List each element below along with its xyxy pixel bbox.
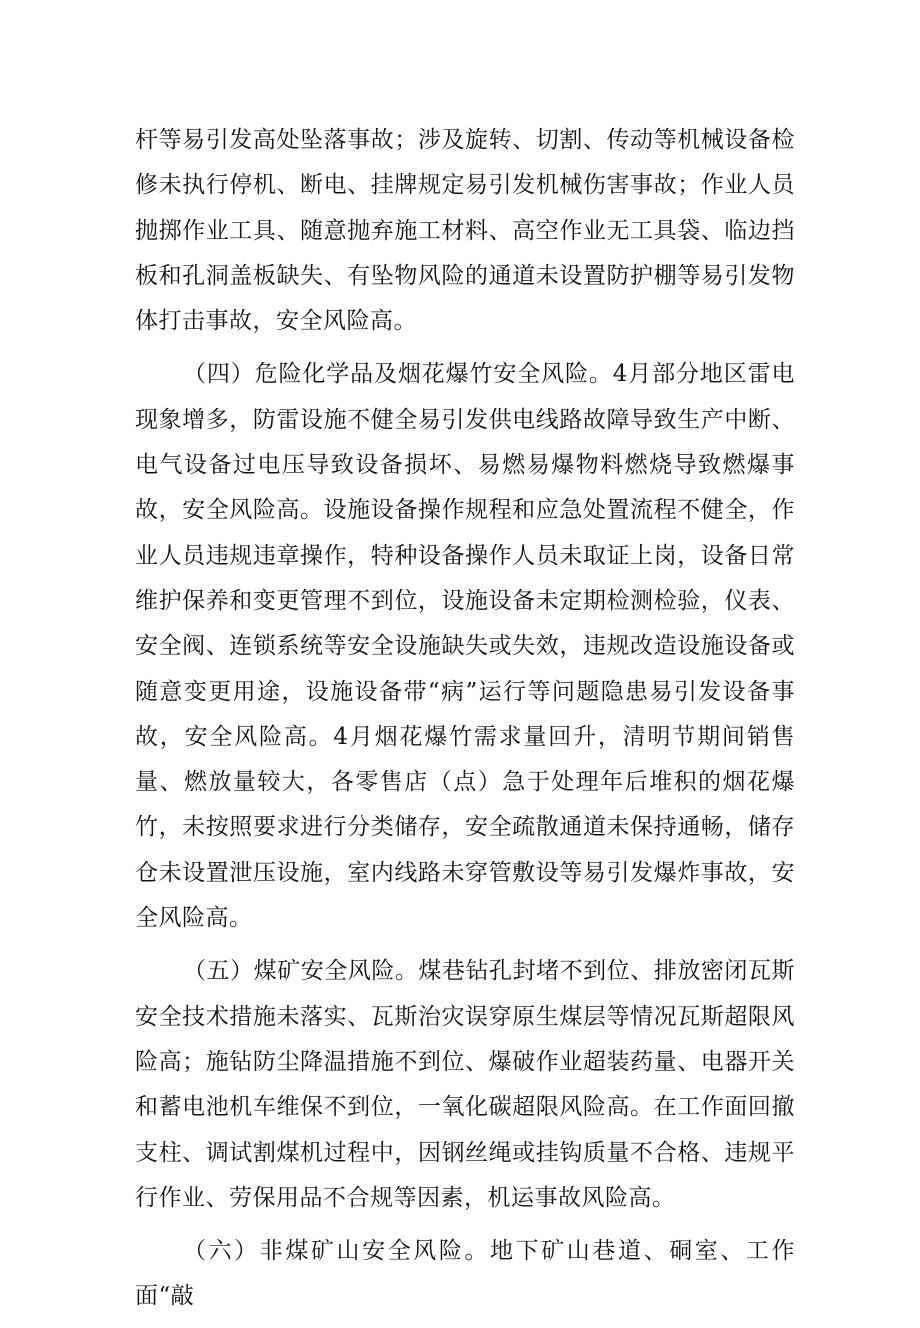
section-heading-4: （四）危险化学品及烟花爆竹安全风险。 [183, 361, 613, 388]
section-heading-5: （五）煤矿安全风险。 [183, 958, 419, 985]
document-page [135, 118, 795, 1328]
paragraph-continued [135, 118, 795, 344]
section-heading-6: （六）非煤矿山安全风险。 [183, 1238, 491, 1265]
paragraph-hazardous-chemicals-fireworks [135, 352, 795, 941]
paragraph-non-coal-mine [135, 1229, 795, 1320]
paragraph-coal-mine [135, 949, 795, 1221]
paragraph-text: 地下矿山巷道、硐室、工作面“敲 [135, 1238, 796, 1310]
paragraph-text: 杆等易引发高处坠落事故；涉及旋转、切割、传动等机械设备检修未执行停机、断电、挂牌规定易引发机械伤害事故；作业人员抛掷作业工具、随意抛弃施工材料、高空作业无工具袋、临边挡板和孔洞盖板缺失、有坠物风险的通道未设置防护棚等易引发物体打击事故，安全风险高。 [135, 127, 795, 335]
paragraph-text: 煤巷钻孔封堵不到位、排放密闭瓦斯安全技术措施未落实、瓦斯治灾误穿原生煤层等情况瓦斯超限风险高；施钻防尘降温措施不到位、爆破作业超装药量、电器开关和蓄电池机车维保不到位，一氧化碳超限风险高。在工作面回撤支柱、调试割煤机过程中，因钢丝绳或挂钩质量不合格、违规平行作业、劳保用品不合规等因素，机运事故风险高。 [135, 958, 796, 1211]
paragraph-text: 4月部分地区雷电现象增多，防雷设施不健全易引发供电线路故障导致生产中断、电气设备过电压导致设备损坏、易燃易爆物料燃烧导致燃爆事故，安全风险高。设施设备操作规程和应急处置流程不健全，作业人员违规违章操作，特种设备操作人员未取证上岗，设备日常维护保养和变更管理不到位，设施设备未定期检测检验，仪表、安全阀、连锁系统等安全设施缺失或失效，违规改造设施设备或随意变更用途，设施设备带“病”运行等问题隐患易引发设备事故，安全风险高。4月烟花爆竹需求量回升，清明节期间销售量、燃放量较大，各零售店（点）急于处理年后堆积的烟花爆竹，未按照要求进行分类储存，安全疏散通道未保持通畅，储存仓未设置泄压设施，室内线路未穿管敷设等易引发爆炸事故，安全风险高。 [135, 361, 796, 932]
